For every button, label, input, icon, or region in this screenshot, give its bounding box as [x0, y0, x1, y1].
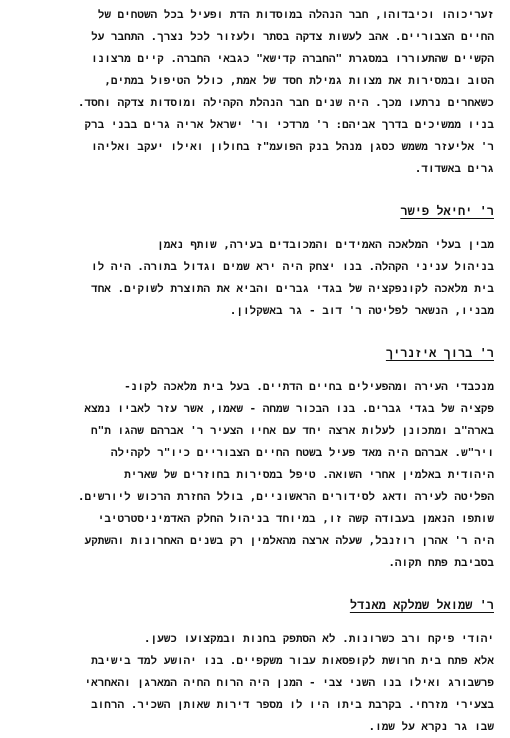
text-line: מנכבדי העירה ומהפעילים בחיים הדתיים. בעל בית מלאכה לקונ- [124, 380, 494, 393]
text-line: הקשיים שהתעוררו במסגרת "החברה קדישא" כגבאי החברה. קיים מרצונו [91, 52, 494, 65]
text-line: בסביבת פתח תקוה. [388, 556, 494, 569]
text-line: ויר"ש. אברהם היה מאד פעיל בשטח החיים הצבוריים כיו"ר לקהילה [110, 446, 494, 459]
text-line: היה ר' אהרן רוזנבל, שעלה ארצה מהאלמין רק בשנים האחרונות והשתקע [84, 534, 494, 547]
text-line: שבו גר נקרא על שמו. [368, 720, 494, 733]
text-line: כשאחרים נרתעו מכך. היה שנים חבר הנהלת הקהילה ומוסדות צדקה וחסד. [77, 96, 494, 109]
section-heading: ר' ברוך איזנריך [385, 346, 494, 360]
paragraph-section [16, 628, 494, 738]
text-line: מבניו, הנשאר לפליטה ר' דוב - גר באשקלון. [229, 304, 494, 317]
paragraph-continuation [16, 4, 494, 180]
text-line: הטוב ובמסירות את מצוות גמילת חסד של אמת, כולל הטיפול במתים, [104, 74, 494, 87]
text-line: בצעירי מזרחי. בקרבת ביתו היו לו מספר דירות שאותן השכיר. הרחוב [91, 698, 494, 711]
section-heading: ר' יחיאל פישר [400, 204, 494, 218]
text-line: גרים באשדוד. [414, 162, 494, 175]
text-line: פקציה של בגדי גברים. בנו הבכור שמחה - שאמו, אשר עזר לאביו נמצא [84, 402, 494, 415]
text-line: הפליטה לעירה ודאג לסידורים הראשוניים, בולל החזרת הרכוש ליורשים. [77, 490, 494, 503]
text-line: שותפו הנאמן בעבודה קשה זו, במיוחד בניהול החלק האדמיניסטרטיבי [97, 512, 494, 525]
text-line: פרשבורג ואילו בנו השני צבי - המנן היה הרוח החיה המארגן והאחראי [84, 676, 494, 689]
text-line: אלא פתח בית חרושת לקופסאות עבור משקפיים. בנו יהושע למד בישיבת [91, 654, 494, 667]
text-line: בית מלאכה לקונפקציה של בגדי גברים והביא את התוצרת לשוקים. אחד [91, 282, 494, 295]
text-line: בניהול עניני הקהלה. בנו יצחק היה ירא שמים וגדול בתורה. היה לו [91, 260, 494, 273]
paragraph-section [16, 234, 494, 322]
section-heading: ר' שמואל שמלקא מאנדל [349, 598, 494, 612]
paragraph-section [16, 376, 494, 574]
text-line: בארה"ב ומתכונן לעלות ארצה יחד עם אחיו הצעיר ר' אברהם שהגו ת"ח [91, 424, 494, 437]
text-line: היהודית באלמין אחרי השואה. טיפל במסירות בחוזרים של שארית [124, 468, 494, 481]
text-line: מבין בעלי המלאכה האמידים והמכובדים בעירה, שותף נאמן [157, 238, 494, 251]
text-line: בניו ממשיכים בדרך אביהם: ר' מרדכי ור' ישראל אריה גרים בבני ברק [84, 118, 494, 131]
text-line: יהודי פיקח ורב כשרונות. לא הסתפק בחנות ובמקצועו כשען. [143, 632, 494, 645]
text-line: ר' אליעזר משמש כסגן מנהל בנק הפועמ"ז בחולון ואילו יעקב ואליהו [91, 140, 494, 153]
text-line: זעריכוהו וכיבדוהו, חבר הנהלה במוסדות הדת ופעיל בכל השטחים של [97, 8, 494, 21]
text-line: החיים הצבוריים. אהב לעשות צדקה בסתר ולעזור לכל נצרך. התחבר על [91, 30, 494, 43]
